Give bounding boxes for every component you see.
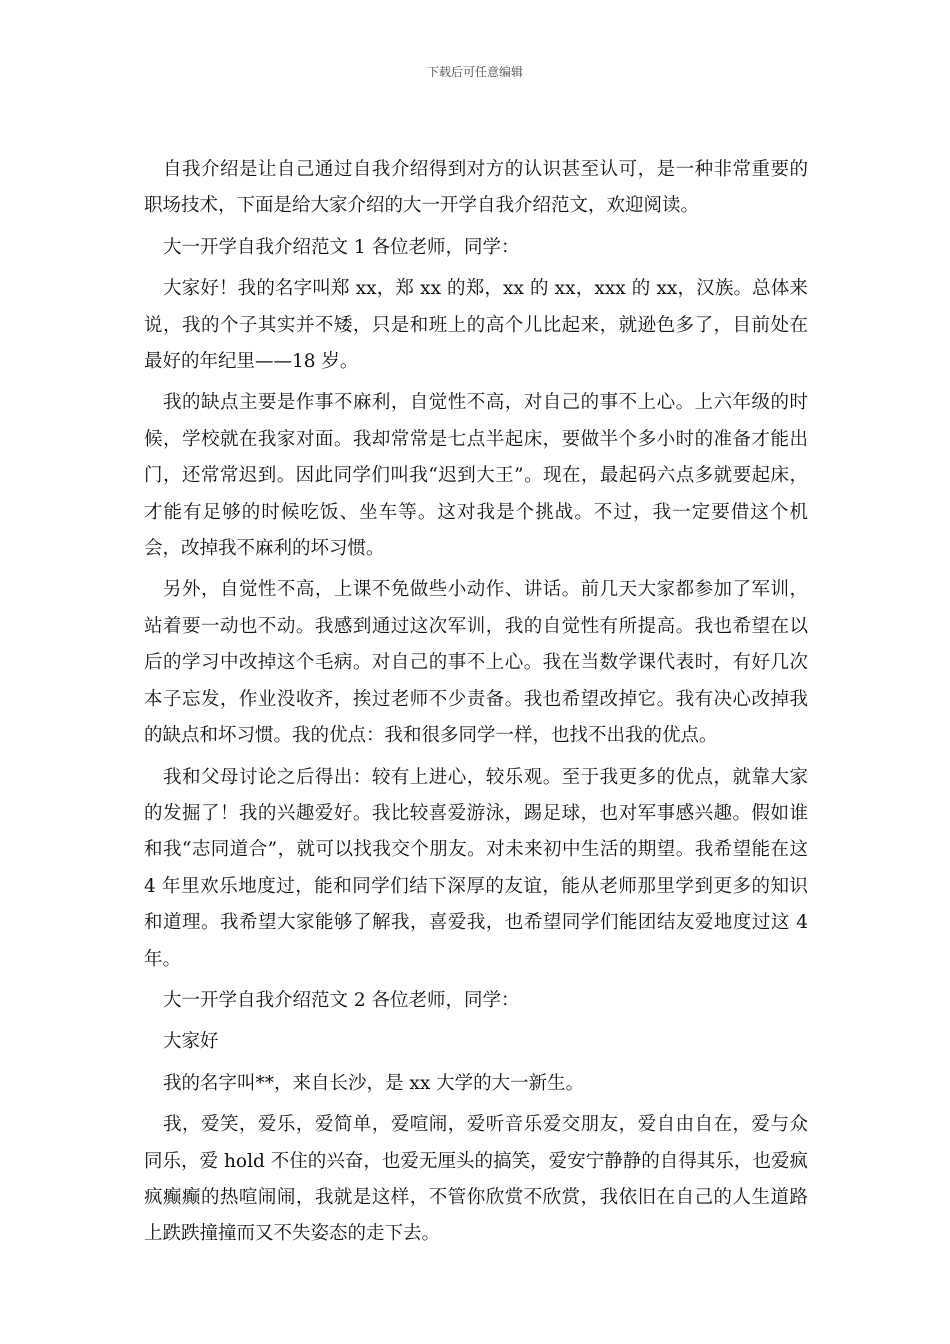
- sample-2-name-paragraph: 我的名字叫**，来自长沙，是 xx 大学的大一新生。: [163, 1072, 585, 1094]
- sample-1-strengths-paragraph: 我和父母讨论之后得出：较有上进心，较乐观。至于我更多的优点，就靠大家的发掘了！我的兴趣爱好。我比较喜爱游泳，踢足球，也对军事感兴趣。假如谁和我“志同道合”，就可以找我交个朋友。对未来初中生活的期望。我希望能在这 4 年里欢乐地度过，能和同学们结下深厚的友谊，能从老师那里学到更多的知识和道理。我希望大家能够了解我，喜爱我，也希望同学们能团结友爱地度过这 4 年。: [144, 766, 808, 970]
- sample-2-personality-paragraph: 我，爱笑，爱乐，爱简单，爱喧闹，爱听音乐爱交朋友，爱自由自在，爱与众同乐，爱 hold 不住的兴奋，也爱无厘头的搞笑，爱安宁静静的自得其乐，也爱疯疯癫癫的热喧闹闹，我就是这样，不管你欣赏不欣赏，我依旧在自己的人生道路上跌跌撞撞而又不失姿态的走下去。: [144, 1114, 808, 1245]
- intro-paragraph: 自我介绍是让自己通过自我介绍得到对方的认识甚至认可，是一种非常重要的职场技术，下面是给大家介绍的大一开学自我介绍范文，欢迎阅读。: [144, 159, 808, 217]
- page-header: 下载后可任意编辑: [426, 65, 523, 79]
- sample-2-heading: 大一开学自我介绍范文 2 各位老师，同学：: [163, 989, 520, 1011]
- sample-1-weakness-paragraph: 我的缺点主要是作事不麻利，自觉性不高，对自己的事不上心。上六年级的时候，学校就在我家对面。我却常常是七点半起床，要做半个多小时的准备才能出门，还常常迟到。因此同学们叫我“迟到大王”。现在，最起码六点多就要起床，才能有足够的时候吃饭、坐车等。这对我是个挑战。不过，我一定要借这个机会，改掉我不麻利的坏习惯。: [144, 392, 808, 560]
- sample-1-heading: 大一开学自我介绍范文 1 各位老师，同学：: [163, 236, 520, 258]
- sample-1-selfdiscipline-paragraph: 另外，自觉性不高，上课不免做些小动作、讲话。前几天大家都参加了军训，站着要一动也不动。我感到通过这次军训，我的自觉性有所提高。我也希望在以后的学习中改掉这个毛病。对自己的事不上心。我在当数学课代表时，有好几次本子忘发，作业没收齐，挨过老师不少责备。我也希望改掉它。我有决心改掉我的缺点和坏习惯。我的优点：我和很多同学一样，也找不出我的优点。: [144, 579, 808, 747]
- document-body: [144, 152, 808, 1258]
- sample-2-greeting: 大家好: [163, 1031, 219, 1053]
- sample-1-greeting-paragraph: 大家好！我的名字叫郑 xx，郑 xx 的郑，xx 的 xx，xxx 的 xx，汉族。总体来说，我的个子其实并不矮，只是和班上的高个儿比起来，就逊色多了，目前处在最好的年纪里——18 岁。: [144, 278, 808, 373]
